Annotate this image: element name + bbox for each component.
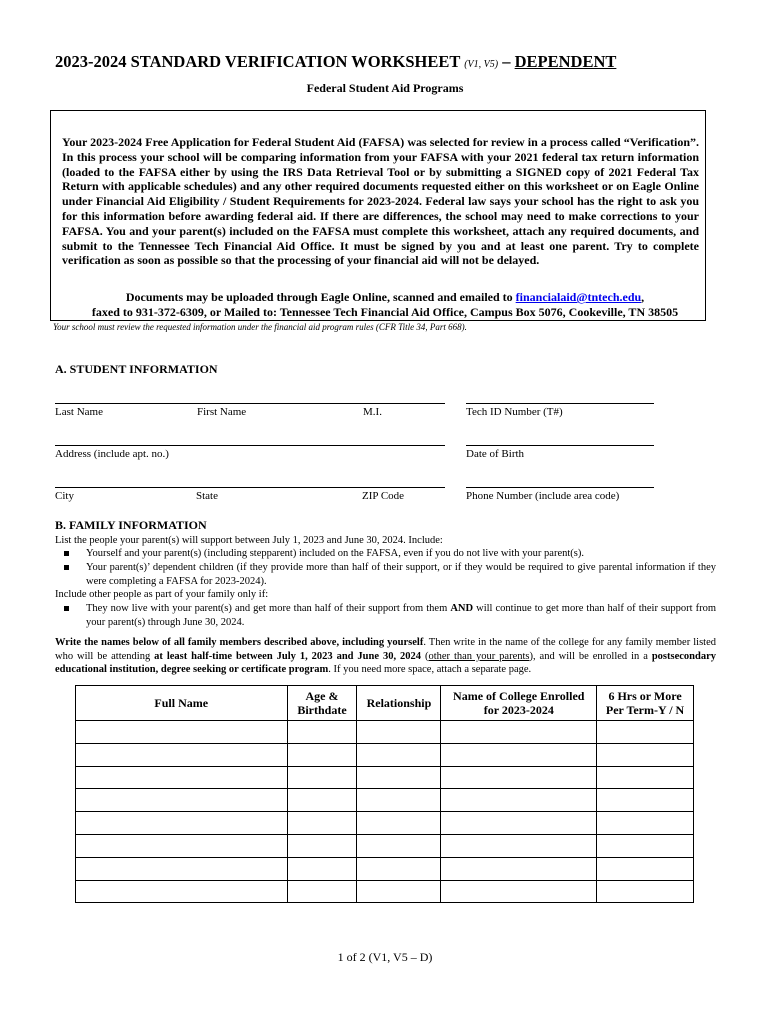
family-list-intro: List the people your parent(s) will support between July 1, 2023 and June 30, 2024. Include: [55, 535, 443, 546]
tech-id-field-line[interactable] [466, 403, 654, 404]
cell-full-name[interactable] [76, 880, 288, 903]
cell-college[interactable] [441, 766, 597, 789]
cell-hours[interactable] [597, 766, 694, 789]
state-label: State [196, 490, 218, 502]
cell-relationship[interactable] [357, 812, 441, 835]
table-row [76, 743, 694, 766]
cell-full-name[interactable] [76, 834, 288, 857]
cell-relationship[interactable] [357, 880, 441, 903]
upload-suffix: , [641, 290, 645, 304]
phone-field-line[interactable] [466, 487, 654, 488]
cell-age-birthdate[interactable] [287, 743, 357, 766]
cell-hours[interactable] [597, 834, 694, 857]
title-dash: – [502, 52, 511, 71]
family-bullet-2 [64, 561, 716, 588]
tech-id-label: Tech ID Number (T#) [466, 406, 563, 418]
bullet-3-and: AND [450, 603, 474, 614]
cell-hours[interactable] [597, 721, 694, 744]
write-bold-2: at least half-time between July 1, 2023 and June 30, 2024 [154, 650, 422, 662]
first-name-label: First Name [197, 406, 247, 418]
upload-prefix: Documents may be uploaded through Eagle Online, scanned and emailed to [125, 290, 516, 304]
cell-age-birthdate[interactable] [287, 766, 357, 789]
cell-relationship[interactable] [357, 721, 441, 744]
cell-college[interactable] [441, 834, 597, 857]
cell-age-birthdate[interactable] [287, 789, 357, 812]
cell-relationship[interactable] [357, 789, 441, 812]
bullet-3-text-b: will continue to get more than half of their support from your parent(s) through June 30, 2024. [86, 603, 716, 628]
upload-line [50, 290, 720, 305]
family-bullet-3 [64, 602, 716, 629]
bullet-square-icon [64, 565, 69, 570]
col-full-name: Full Name [76, 686, 288, 721]
cell-hours[interactable] [597, 857, 694, 880]
rules-note: Your school must review the requested information under the financial aid program rules (CFR Title 34, Part 668). [53, 322, 467, 332]
mail-line: faxed to 931-372-6309, or Mailed to: Tennessee Tech Financial Aid Office, Campus Box 5076, Cookeville, TN 38505 [91, 305, 679, 319]
cell-full-name[interactable] [76, 743, 288, 766]
cell-hours[interactable] [597, 743, 694, 766]
cell-hours[interactable] [597, 812, 694, 835]
cell-hours[interactable] [597, 880, 694, 903]
write-underlined: other than your parents [428, 650, 530, 662]
cell-college[interactable] [441, 880, 597, 903]
bullet-square-icon [64, 551, 69, 556]
section-a-heading: A. STUDENT INFORMATION [55, 362, 218, 376]
name-field-line[interactable] [55, 403, 445, 404]
write-instructions [55, 636, 716, 677]
cell-relationship[interactable] [357, 743, 441, 766]
cell-college[interactable] [441, 789, 597, 812]
cell-college[interactable] [441, 857, 597, 880]
dob-field-line[interactable] [466, 445, 654, 446]
bullet-3-text-a: They now live with your parent(s) and get more than half of their support from them [86, 603, 451, 614]
cell-age-birthdate[interactable] [287, 721, 357, 744]
version-tag: (V1, V5) [464, 59, 499, 70]
city-state-zip-field-line[interactable] [55, 487, 445, 488]
dependent-label: DEPENDENT [514, 52, 617, 71]
table-row [76, 857, 694, 880]
table-row [76, 880, 694, 903]
table-header-row [76, 686, 694, 721]
cell-age-birthdate[interactable] [287, 857, 357, 880]
write-bold-3: postsecondary educational institution, degree seeking or certificate program [55, 650, 716, 676]
address-field-line[interactable] [55, 445, 445, 446]
cell-full-name[interactable] [76, 766, 288, 789]
bullet-1-text: Yourself and your parent(s) (including stepparent) included on the FAFSA, even if you do not live with your parent(s). [86, 548, 584, 559]
title-text: 2023-2024 STANDARD VERIFICATION WORKSHEET [55, 52, 461, 71]
cell-college[interactable] [441, 743, 597, 766]
address-label: Address (include apt. no.) [55, 448, 169, 460]
col-relationship: Relationship [357, 686, 441, 721]
family-members-table [75, 685, 694, 903]
page-subtitle: Federal Student Aid Programs [306, 81, 464, 95]
write-text-d: . If you need more space, attach a separate page. [328, 664, 532, 676]
cell-full-name[interactable] [76, 789, 288, 812]
table-row [76, 766, 694, 789]
write-text-c: ), and will be enrolled in a [529, 650, 652, 662]
email-link[interactable]: financialaid@tntech.edu [515, 290, 642, 304]
table-row [76, 812, 694, 835]
upload-instructions [50, 290, 720, 320]
table-row [76, 721, 694, 744]
cell-full-name[interactable] [76, 812, 288, 835]
mi-label: M.I. [363, 406, 382, 418]
cell-college[interactable] [441, 812, 597, 835]
table-row [76, 789, 694, 812]
col-hours: 6 Hrs or More Per Term-Y / N [597, 686, 694, 721]
others-intro: Include other people as part of your family only if: [55, 589, 269, 600]
table-row [76, 834, 694, 857]
write-text-a: . Then write in the name of the college for any family member listed who will be attending [55, 637, 716, 662]
phone-label: Phone Number (include area code) [466, 490, 620, 502]
zip-label: ZIP Code [362, 490, 405, 502]
intro-paragraph: Your 2023-2024 Free Application for Federal Student Aid (FAFSA) was selected for review in a process called “Verification”. In this process your school will be comparing information from your FAFSA with your 2021 federal tax return information (loaded to the FAFSA either by using the IRS Data Retrieval Tool or by submitting a SIGNED copy of 2021 Federal Tax Return with applicable schedules) and any other required documents requested either on this worksheet or on Eagle Online under Financial Aid Eligibility / Student Requirements for 2023-2024. Federal law says your school has the right to ask you for this information before awarding federal aid. If there are differences, the school may need to make corrections to your FAFSA. You and your parent(s) included on the FAFSA must complete this worksheet, attach any required documents, and submit to the Tennessee Tech Financial Aid Office. It must be signed by you and at least one parent. Try to complete verification as soon as possible so that the processing of your financial aid will not be delayed. [62, 135, 699, 268]
page-footer: 1 of 2 (V1, V5 – D) [337, 950, 433, 964]
dob-label: Date of Birth [466, 448, 525, 460]
cell-relationship[interactable] [357, 834, 441, 857]
cell-full-name[interactable] [76, 857, 288, 880]
cell-hours[interactable] [597, 789, 694, 812]
cell-relationship[interactable] [357, 857, 441, 880]
cell-full-name[interactable] [76, 721, 288, 744]
cell-age-birthdate[interactable] [287, 834, 357, 857]
col-age-birthdate: Age & Birthdate [287, 686, 357, 721]
col-college: Name of College Enrolled for 2023-2024 [441, 686, 597, 721]
bullet-2-text: Your parent(s)’ dependent children (if they provide more than half of their support, or if they would be required to give parental information if they were completing a FAFSA for 2023-2024). [86, 562, 716, 587]
section-b-heading: B. FAMILY INFORMATION [55, 518, 207, 532]
write-bold-1: Write the names below of all family members described above, including yourself [55, 637, 424, 648]
bullet-square-icon [64, 606, 69, 611]
family-bullet-1 [64, 547, 716, 561]
cell-relationship[interactable] [357, 766, 441, 789]
write-text-b: ( [421, 650, 429, 662]
worksheet-title [55, 52, 616, 72]
cell-age-birthdate[interactable] [287, 812, 357, 835]
cell-college[interactable] [441, 721, 597, 744]
last-name-label: Last Name [55, 406, 103, 418]
city-label: City [55, 490, 74, 502]
cell-age-birthdate[interactable] [287, 880, 357, 903]
